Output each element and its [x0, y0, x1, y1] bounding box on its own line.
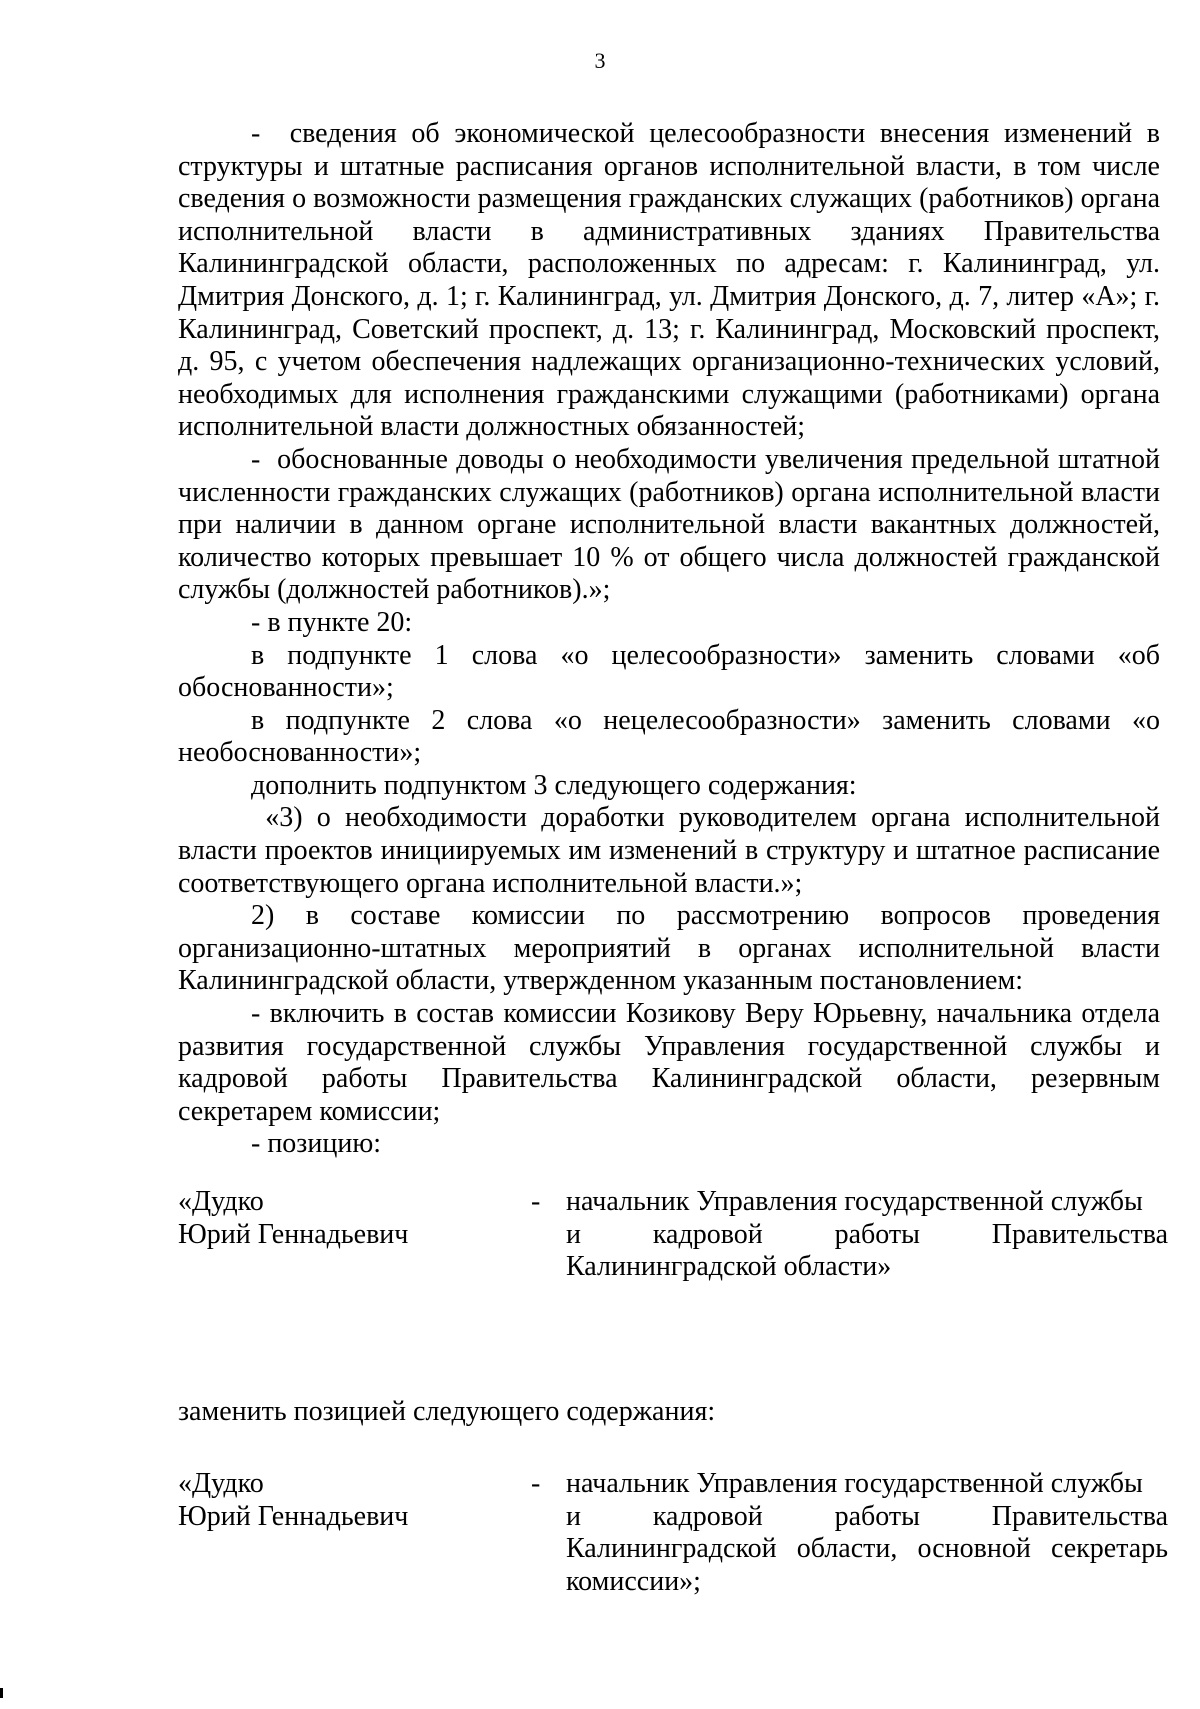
paragraph-subclause-1: в подпункте 1 слова «о целесообразности» заменить словами «об обоснованности»; — [178, 639, 1160, 704]
desc-line: Калининградской области» — [566, 1251, 892, 1283]
desc-word: кадровой — [652, 1500, 763, 1532]
paragraph-add-subclause-3: дополнить подпунктом 3 следующего содержания: — [251, 769, 857, 801]
desc-line-justified — [566, 1501, 1168, 1534]
member-surname: «Дудко — [178, 1468, 264, 1499]
paragraph-clause-20: - в пункте 20: — [251, 606, 413, 638]
member-position-description — [566, 1468, 1168, 1598]
desc-word: и — [566, 1218, 581, 1250]
desc-word: и — [566, 1500, 581, 1532]
desc-word: Правительства — [991, 1500, 1168, 1532]
desc-word: работы — [834, 1218, 920, 1250]
desc-word: основной — [917, 1533, 1031, 1565]
page-number: 3 — [594, 48, 606, 73]
desc-line: комиссии»; — [566, 1565, 701, 1597]
desc-line: начальник Управления государственной службы — [566, 1468, 1143, 1499]
replace-instruction: заменить позицией следующего содержания: — [178, 1396, 716, 1427]
desc-word: Калининградской — [566, 1533, 777, 1565]
scan-artifact — [0, 1688, 3, 1698]
desc-line: начальник Управления государственной службы — [566, 1186, 1143, 1217]
member-name — [178, 1186, 518, 1251]
entry-dash: - — [531, 1468, 541, 1499]
member-position-description — [566, 1186, 1168, 1284]
paragraph-justified-arguments: - обоснованные доводы о необходимости увеличения предельной штатной численности гражданских служащих (работников) органа исполнительной власти при наличии в данном органе исполнительной власти вакантных должностей, количество которых превышает 10 % от общего числа должностей гражданской службы (должностей работников).»; — [178, 443, 1160, 606]
member-first-patronymic: Юрий Геннадьевич — [178, 1218, 409, 1250]
paragraph-include-member: - включить в состав комиссии Козикову Веру Юрьевну, начальника отдела развития государственной службы Управления государственной службы и кадровой работы Правительства Калининградской области, резервным секретарем комиссии; — [178, 998, 1160, 1127]
desc-word: кадровой — [652, 1218, 763, 1250]
desc-word: области, — [796, 1533, 898, 1565]
desc-line-justified — [566, 1219, 1168, 1252]
member-surname: «Дудко — [178, 1186, 264, 1217]
member-name — [178, 1468, 518, 1533]
document-body — [178, 118, 1160, 1161]
desc-line-justified — [566, 1533, 1168, 1566]
paragraph-subclause-3-text: «3) о необходимости доработки руководителем органа исполнительной власти проектов инициируемых им изменений в структуру и штатное расписание соответствующего органа исполнительной власти.»; — [178, 802, 1160, 899]
desc-word: работы — [834, 1500, 920, 1532]
member-first-patronymic: Юрий Геннадьевич — [178, 1500, 409, 1532]
entry-dash: - — [531, 1186, 541, 1217]
paragraph-subclause-2: в подпункте 2 слова «о нецелесообразности» заменить словами «о необоснованности»; — [178, 704, 1160, 769]
paragraph-economic-feasibility: - сведения об экономической целесообразности внесения изменений в структуры и штатные расписания органов исполнительной власти, в том числе сведения о возможности размещения гражданских служащих (работников) органа исполнительной власти в административных зданиях Правительства Калининградской области, расположенных по адресам: г. Калининград, ул. Дмитрия Донского, д. 1; г. Калининград, ул. Дмитрия Донского, д. 7, литер «А»; г. Калининград, Советский проспект, д. 13; г. Калининград, Московский проспект, д. 95, с учетом обеспечения надлежащих организационно-технических условий, необходимых для исполнения гражданскими служащими (работниками) органа исполнительной власти должностных обязанностей; — [178, 118, 1160, 443]
paragraph-commission-composition: 2) в составе комиссии по рассмотрению вопросов проведения организационно-штатных мероприятий в органах исполнительной власти Калининградской области, утвержденном указанным постановлением: — [178, 900, 1160, 997]
desc-word: секретарь — [1050, 1533, 1168, 1565]
desc-word: Правительства — [991, 1218, 1168, 1250]
paragraph-position: - позицию: — [251, 1128, 382, 1160]
